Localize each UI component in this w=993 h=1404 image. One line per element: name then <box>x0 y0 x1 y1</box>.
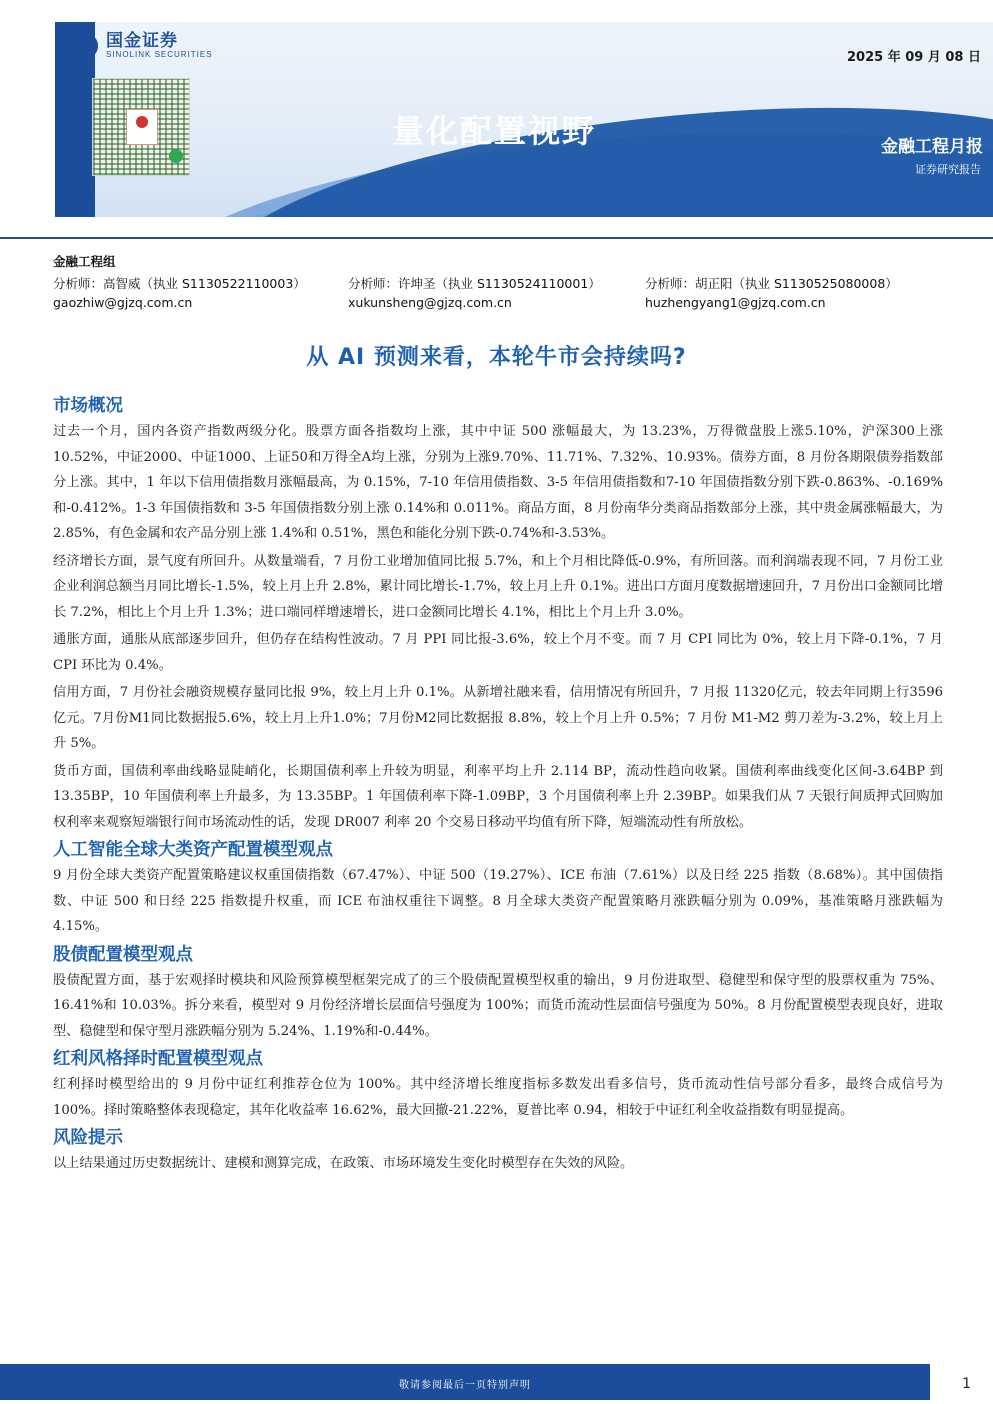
analyst-email[interactable]: huzhengyang1@gjzq.com.cn <box>645 295 826 310</box>
wechat-badge-icon <box>169 149 183 163</box>
analyst-2 <box>348 274 601 312</box>
report-headline: 从 AI 预测来看，本轮牛市会持续吗? <box>306 345 687 370</box>
analyst-info: 分析师：高智威（执业 S1130522110003） <box>53 276 306 291</box>
section-title: 股债配置模型观点 <box>53 944 193 965</box>
paragraph: 经济增长方面，景气度有所回升。从数量端看，7 月份工业增加值同比报 5.7%，和上个月相比降低-0.9%，有所回落。而利润端表现不同，7 月份工业企业利润总额当月同比增长-1.5%，较上月上升 2.8%，累计同比增长-1.7%，较上月上升 0.1%。进出口方面月度数据增速回升，7 月份出口金额同比增长 7.2%，相比上个月上升 1.3%；进口端同样增速增长，进口金额同比增长 4.1%，相比上个月上升 3.0%。 <box>53 553 943 620</box>
analyst-1 <box>53 274 306 312</box>
page-number: 1 <box>962 1376 971 1392</box>
paragraph: 股债配置方面，基于宏观择时模块和风险预算模型框架完成了的三个股债配置模型权重的输出，9 月份进取型、稳健型和保守型的股票权重为 75%、16.41%和 10.03%。拆分来看，模型对 9 月份经济增长层面信号强度为 100%；而货币流动性层面信号强度为 50%。8 月份配置模型表现良好，进取型、稳健型和保守型月涨跌幅分别为 5.24%、1.19%和-0.44%。 <box>53 972 943 1039</box>
report-title: 量化配置视野 <box>392 112 597 150</box>
report-body <box>53 393 943 1179</box>
paragraph: 过去一个月，国内各资产指数两级分化。股票方面各指数均上涨，其中中证 500 涨幅最大，为 13.23%，万得微盘股上涨5.10%，沪深300上涨10.52%，中证2000、中证1000、上证50和万得全A均上涨，分别为上涨9.70%、11.71%、7.32%、10.93%。债券方面，8 月份各期限债券指数部分上涨。其中，1 年以下信用债指数月涨幅最高，为 0.15%，7-10 年信用债指数、3-5 年信用债指数和7-10 年国债指数分别下跌-0.863%、-0.169%和-0.412%。1-3 年国债指数和 3-5 年国债指数分别上涨 0.14%和 0.011%。商品方面，8 月份南华分类商品指数部分上涨，其中贵金属涨幅最大，为 2.85%，有色金属和农产品分别上涨 1.4%和 0.51%，黑色和能化分别下跌-0.74%和-3.53%。 <box>53 424 943 541</box>
section-title: 风险提示 <box>53 1128 123 1148</box>
analyst-3 <box>645 274 898 312</box>
section-title: 人工智能全球大类资产配置模型观点 <box>53 840 333 860</box>
analyst-email[interactable]: gaozhiw@gjzq.com.cn <box>53 295 193 310</box>
section-title: 红利风格择时配置模型观点 <box>53 1049 263 1069</box>
section-title: 市场概况 <box>53 396 123 416</box>
logo-cn: 国金证券 <box>106 31 178 51</box>
paragraph: 9 月份全球大类资产配置策略建议权重国债指数（67.47%）、中证 500（19.27%）、ICE 布油（7.61%）以及日经 225 指数（8.68%）。其中国债指数、中证 500 和日经 225 指数提升权重，而 ICE 布油权重往下调整。8 月全球大类资产配置策略月涨跌幅分别为 0.09%，基准策略月涨跌幅为 4.15%。 <box>53 868 943 934</box>
analyst-email[interactable]: xukunsheng@gjzq.com.cn <box>348 295 512 310</box>
qr-code-icon <box>92 78 190 176</box>
paragraph: 红利择时模型给出的 9 月份中证红利推荐仓位为 100%。其中经济增长维度指标多数发出看多信号，货币流动性信号部分看多，最终合成信号为 100%。择时策略整体表现稳定，其年化收益率 16.62%，最大回撤-21.22%，夏普比率 0.94，相较于中证红利全收益指数有明显提高。 <box>53 1077 943 1118</box>
report-date: 2025 年 09 月 08 日 <box>847 50 981 65</box>
header-divider <box>0 237 993 239</box>
sinolink-logo-icon <box>72 33 98 59</box>
analyst-list <box>53 274 953 314</box>
paragraph: 货币方面，国债利率曲线略显陡峭化，长期国债利率上升较为明显，利率平均上升 2.114 BP，流动性趋向收紧。国债利率曲线变化区间-3.64BP 到 13.35BP，10 年国债利率上升最多，为 13.35BP。1 年国债利率下降-1.09BP，3 个月国债利率上升 2.39BP。如果我们从 7 天银行间质押式回购加权利率来观察短端银行间市场流动性的话，发现 DR007 利率 20 个交易日移动平均值有所下降，短端流动性有所放松。 <box>53 763 943 830</box>
team-name: 金融工程组 <box>53 254 116 269</box>
footer-disclaimer[interactable]: 敬请参阅最后一页特别声明 <box>399 1380 531 1391</box>
paragraph: 信用方面，7 月份社会融资规模存量同比报 9%，较上月上升 0.1%。从新增社融来看，信用情况有所回升，7 月报 11320亿元，较去年同期上行3596亿元。7月份M1同比数据报5.6%，较上月上升1.0%；7月份M2同比数据报 8.8%，较上个月上升 0.5%；7 月份 M1-M2 剪刀差为-3.2%，较上月上升 5%。 <box>53 685 943 751</box>
analyst-info: 分析师：许坤圣（执业 S1130524110001） <box>348 276 601 291</box>
company-logo <box>72 32 213 60</box>
paragraph: 通胀方面，通胀从底部逐步回升，但仍存在结构性波动。7 月 PPI 同比报-3.6%，较上个月不变。而 7 月 CPI 同比为 0%，较上月下降-0.1%，7 月 CPI 环比为 0.4%。 <box>53 632 943 673</box>
analyst-info: 分析师：胡正阳（执业 S1130525080008） <box>645 276 898 291</box>
paragraph: 以上结果通过历史数据统计、建模和测算完成，在政策、市场环境发生变化时模型存在失效的风险。 <box>53 1156 634 1171</box>
logo-en: SINOLINK SECURITIES <box>106 50 213 59</box>
report-type: 金融工程月报 <box>881 137 983 157</box>
report-subtype: 证券研究报告 <box>915 163 981 176</box>
